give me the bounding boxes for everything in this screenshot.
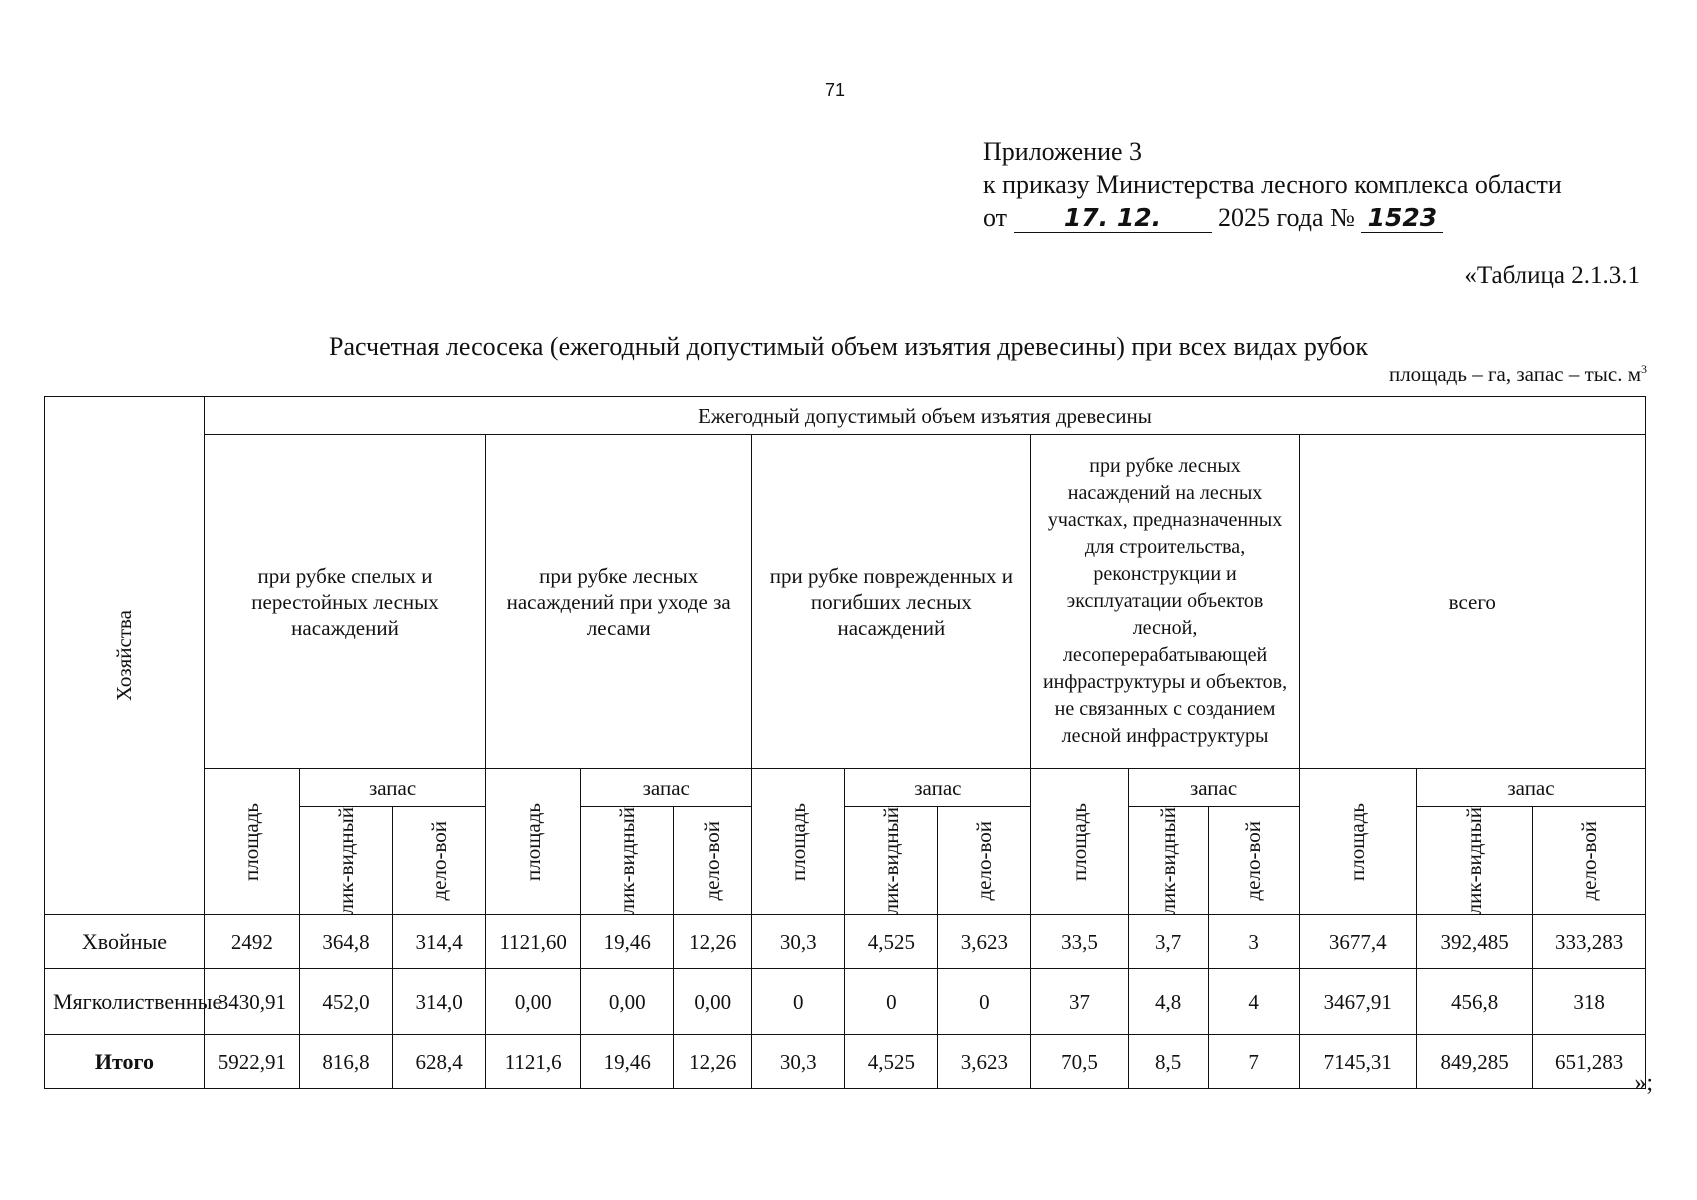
subheader-business-5: дело-вой [1533, 807, 1646, 915]
cell: 3,623 [938, 915, 1031, 969]
cell: 0 [938, 969, 1031, 1035]
cell: 0,00 [674, 969, 752, 1035]
subheader-stock-2: запас [581, 769, 752, 807]
cell: 3467,91 [1299, 969, 1416, 1035]
cell: 456,8 [1416, 969, 1532, 1035]
cell: 3677,4 [1299, 915, 1416, 969]
units-note [1389, 362, 1647, 387]
subheader-area-5: площадь [1299, 769, 1416, 915]
group-header-mature: при рубке спелых и перестойных лесных насаждений [204, 435, 485, 769]
cell: 816,8 [299, 1035, 392, 1089]
cell: 314,0 [393, 969, 486, 1035]
subheader-liquid-5: лик-видный [1416, 807, 1532, 915]
cell: 7 [1208, 1035, 1299, 1089]
subheader-area-2: площадь [486, 769, 581, 915]
subheader-liquid-2: лик-видный [581, 807, 674, 915]
subheader-business-3: дело-вой [938, 807, 1031, 915]
cell: 30,3 [752, 915, 845, 969]
appendix-year: 2025 года № [1218, 203, 1355, 232]
subheader-stock-5: запас [1416, 769, 1645, 807]
cell: 3,623 [938, 1035, 1031, 1089]
cell: 5922,91 [204, 1035, 299, 1089]
top-header: Ежегодный допустимый объем изъятия древесины [204, 397, 1645, 435]
cell: 452,0 [299, 969, 392, 1035]
table-row [45, 969, 1646, 1035]
cell: 1121,60 [486, 915, 581, 969]
subheader-liquid-3: лик-видный [845, 807, 938, 915]
cell: 19,46 [581, 915, 674, 969]
cell: 1121,6 [486, 1035, 581, 1089]
appendix-line3 [983, 201, 1562, 234]
row-name-softwood: Мягколиственные [45, 969, 205, 1035]
table-label: «Таблица 2.1.3.1 [1464, 262, 1640, 289]
group-header-infrastructure: при рубке лесных насаждений на лесных участках, предназначенных для строительства, реконструкции и эксплуатации объектов лесной, лесоперерабатывающей инфраструктуры и объектов, не связанных с созданием лесной инфраструктуры [1031, 435, 1299, 769]
allowable-cut-table [44, 396, 1646, 1089]
page-number: 71 [825, 80, 846, 100]
row-header: Хозяйства [111, 610, 136, 702]
cell: 37 [1031, 969, 1128, 1035]
cell: 364,8 [299, 915, 392, 969]
subheader-area-3: площадь [752, 769, 845, 915]
subheader-stock-3: запас [845, 769, 1031, 807]
cell: 4,525 [845, 1035, 938, 1089]
subheader-stock-1: запас [299, 769, 485, 807]
cell: 392,485 [1416, 915, 1532, 969]
order-date: 17. 12. [1063, 203, 1162, 232]
appendix-block [983, 135, 1562, 234]
cell: 12,26 [674, 915, 752, 969]
group-header-thinning: при рубке лесных насаждений при уходе за лесами [486, 435, 752, 769]
cell: 3430,91 [204, 969, 299, 1035]
appendix-line1: Приложение 3 [983, 137, 1143, 166]
cell: 0,00 [486, 969, 581, 1035]
table-title: Расчетная лесосека (ежегодный допустимый объем изъятия древесины) при всех видах рубок [329, 332, 1368, 361]
group-header-total: всего [1299, 435, 1645, 769]
cell: 4,525 [845, 915, 938, 969]
cell: 849,285 [1416, 1035, 1532, 1089]
cell: 7145,31 [1299, 1035, 1416, 1089]
subheader-business-2: дело-вой [674, 807, 752, 915]
cell: 314,4 [393, 915, 486, 969]
appendix-line2: к приказу Министерства лесного комплекса области [983, 170, 1562, 199]
cell: 2492 [204, 915, 299, 969]
units-text: площадь – га, запас – тыс. м [1388, 362, 1641, 386]
appendix-from: от [983, 203, 1008, 232]
subheader-business-4: дело-вой [1208, 807, 1299, 915]
units-superscript: 3 [1641, 362, 1647, 376]
subheader-liquid-4: лик-видный [1128, 807, 1208, 915]
cell: 318 [1533, 969, 1646, 1035]
table-row [45, 915, 1646, 969]
subheader-area-1: площадь [204, 769, 299, 915]
cell: 4 [1208, 969, 1299, 1035]
cell: 3 [1208, 915, 1299, 969]
cell: 333,283 [1533, 915, 1646, 969]
cell: 33,5 [1031, 915, 1128, 969]
cell: 30,3 [752, 1035, 845, 1089]
row-header-cell [45, 397, 205, 915]
subheader-business-1: дело-вой [393, 807, 486, 915]
cell: 0 [752, 969, 845, 1035]
cell: 19,46 [581, 1035, 674, 1089]
closing-quote: »; [1634, 1070, 1653, 1096]
cell: 8,5 [1128, 1035, 1208, 1089]
row-name-coniferous: Хвойные [45, 915, 205, 969]
subheader-liquid-1: лик-видный [299, 807, 392, 915]
cell: 651,283 [1533, 1035, 1646, 1089]
cell: 4,8 [1128, 969, 1208, 1035]
cell: 12,26 [674, 1035, 752, 1089]
cell: 628,4 [393, 1035, 486, 1089]
subheader-stock-4: запас [1128, 769, 1299, 807]
table-row [45, 1035, 1646, 1089]
cell: 70,5 [1031, 1035, 1128, 1089]
group-header-damaged: при рубке поврежденных и погибших лесных насаждений [752, 435, 1031, 769]
order-number: 1523 [1367, 203, 1438, 232]
cell: 0 [845, 969, 938, 1035]
row-name-total: Итого [45, 1035, 205, 1089]
subheader-area-4: площадь [1031, 769, 1128, 915]
cell: 3,7 [1128, 915, 1208, 969]
cell: 0,00 [581, 969, 674, 1035]
